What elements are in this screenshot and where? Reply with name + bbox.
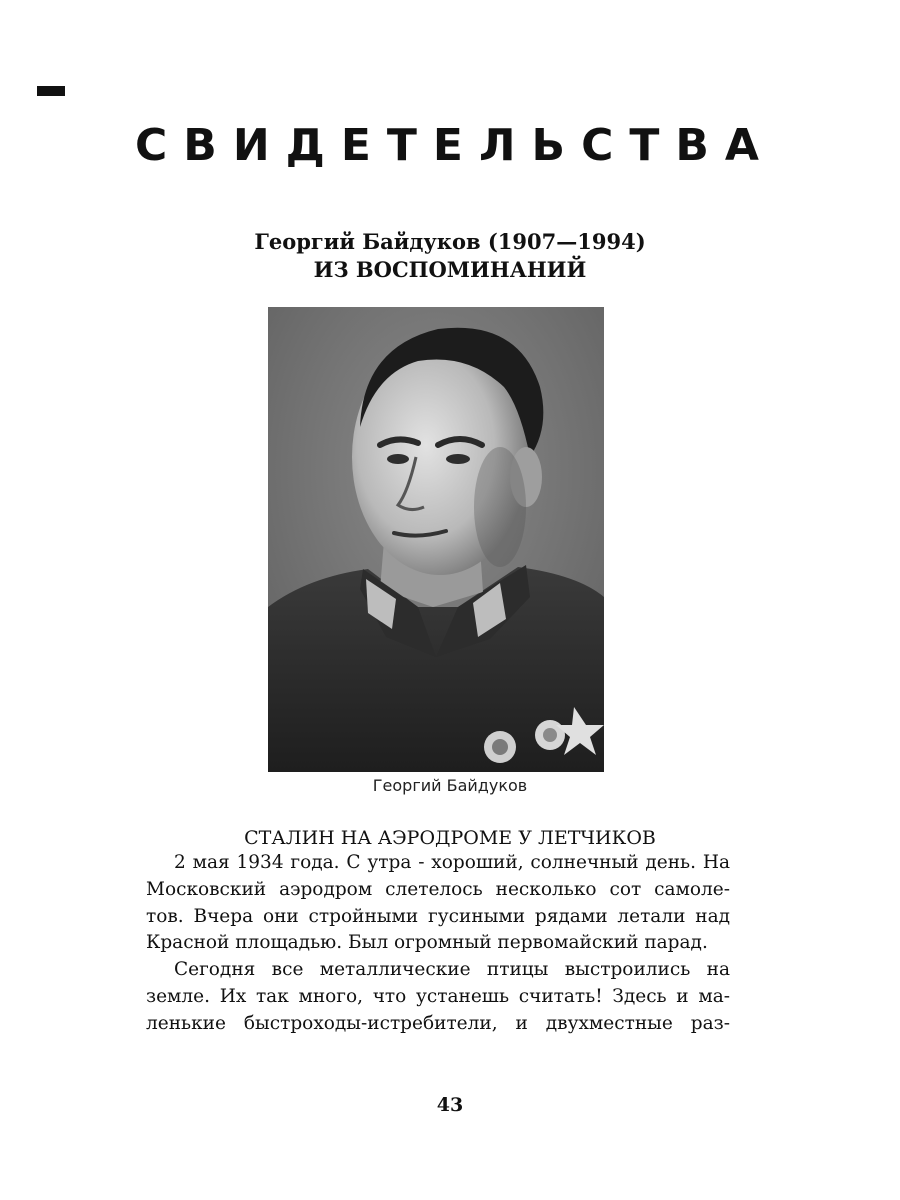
paragraph-line: Сегодня все металлические птицы выстроились на — [174, 959, 730, 981]
paragraph-line: Московский аэродром слетелось несколько сот самоле- — [146, 878, 730, 900]
page-number: 43 — [436, 1094, 464, 1116]
body-text — [146, 850, 730, 1038]
paragraph-line: ленькие быстроходы-истребители, и двухместные раз- — [146, 1012, 730, 1034]
section-marker — [37, 86, 65, 96]
paragraph-line: земле. Их так много, что устанешь считать! Здесь и ма- — [146, 985, 730, 1007]
photo-caption: Георгий Байдуков — [372, 776, 528, 795]
chapter-heading: СТАЛИН НА АЭРОДРОМЕ У ЛЕТЧИКОВ — [244, 827, 656, 849]
section-title: СВИДЕТЕЛЬСТВА — [135, 120, 775, 171]
paragraph-line: 2 мая 1934 года. С утра - хороший, солнечный день. На — [174, 852, 730, 873]
paragraph-line: тов. Вчера они стройными гусиными рядами летали над — [146, 905, 730, 927]
paragraph-line: Красной площадью. Был огромный первомайский парад. — [146, 932, 708, 954]
article-author: Георгий Байдуков (1907—1994) — [254, 229, 646, 254]
portrait-illustration — [268, 307, 604, 772]
portrait-photo — [268, 307, 604, 772]
article-subtitle: ИЗ ВОСПОМИНАНИЙ — [313, 257, 587, 282]
